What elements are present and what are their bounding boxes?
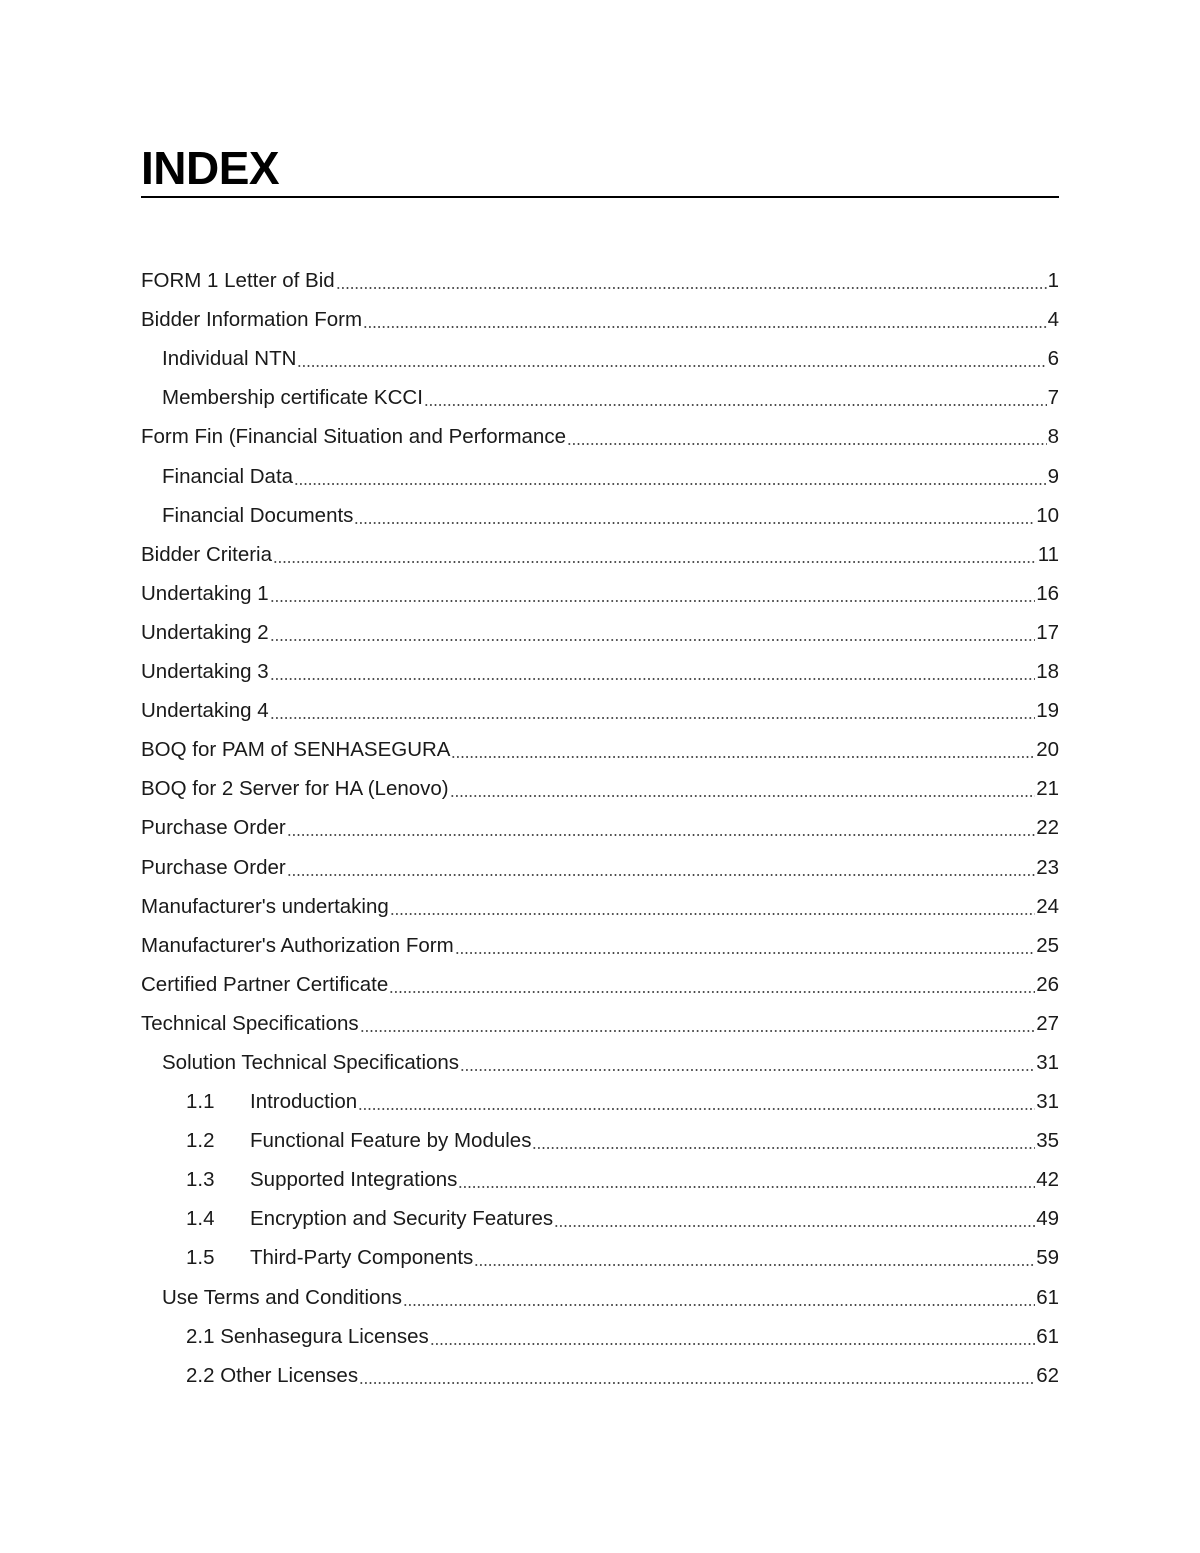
- toc-entry[interactable]: [141, 1043, 1059, 1082]
- toc-entry[interactable]: [141, 535, 1059, 574]
- dot-leader: [455, 926, 1036, 965]
- toc-entry-number: 1.1: [186, 1090, 215, 1114]
- toc-entry[interactable]: [141, 847, 1059, 886]
- toc-entry-page-number: 1: [1047, 269, 1059, 293]
- toc-entry-page-number: 62: [1036, 1363, 1059, 1387]
- toc-entry-page-number: 11: [1037, 542, 1059, 566]
- toc-entry-page-number: 20: [1036, 738, 1059, 762]
- table-of-contents: [141, 261, 1059, 1395]
- toc-entry-label: 2.2 Other Licenses: [186, 1363, 359, 1387]
- dot-leader: [287, 848, 1035, 887]
- dot-leader: [389, 965, 1035, 1004]
- toc-entry-page-number: 6: [1047, 347, 1059, 371]
- dot-leader: [359, 1356, 1035, 1395]
- dot-leader: [567, 417, 1047, 456]
- toc-entry-label: Undertaking 3: [141, 660, 269, 684]
- toc-entry-page-number: 26: [1036, 972, 1059, 996]
- dot-leader: [458, 1160, 1035, 1199]
- toc-entry-page-number: 31: [1036, 1090, 1059, 1114]
- dot-leader: [270, 613, 1036, 652]
- toc-entry-label: 2.1 Senhasegura Licenses: [186, 1324, 429, 1348]
- dot-leader: [363, 300, 1047, 339]
- toc-entry-page-number: 8: [1047, 425, 1059, 449]
- toc-entry-label: BOQ for 2 Server for HA (Lenovo): [141, 777, 449, 801]
- toc-entry-label: Bidder Criteria: [141, 542, 273, 566]
- toc-entry[interactable]: [141, 1004, 1059, 1043]
- toc-entry-label: Undertaking 1: [141, 581, 269, 605]
- dot-leader: [358, 1082, 1035, 1121]
- toc-entry[interactable]: [141, 378, 1059, 417]
- toc-entry[interactable]: [141, 965, 1059, 1004]
- toc-entry-label: Manufacturer's undertaking: [141, 894, 389, 918]
- dot-leader: [450, 769, 1036, 808]
- toc-entry-label: Encryption and Security Features: [250, 1207, 554, 1231]
- toc-entry-page-number: 61: [1036, 1324, 1059, 1348]
- toc-entry-label: Undertaking 4: [141, 699, 269, 723]
- toc-entry-number: 1.4: [186, 1207, 215, 1231]
- dot-leader: [297, 339, 1046, 378]
- toc-entry-page-number: 49: [1036, 1207, 1059, 1231]
- toc-entry-number: 1.3: [186, 1168, 215, 1192]
- toc-entry-label: Introduction: [250, 1090, 358, 1114]
- dot-leader: [554, 1199, 1035, 1238]
- toc-entry[interactable]: [141, 1356, 1059, 1395]
- title-underline: [141, 196, 1059, 198]
- toc-entry-page-number: 16: [1036, 581, 1059, 605]
- toc-entry-page-number: 59: [1036, 1246, 1059, 1270]
- toc-entry-page-number: 23: [1036, 855, 1059, 879]
- toc-entry-label: Financial Data: [162, 464, 294, 488]
- toc-entry-page-number: 19: [1036, 699, 1059, 723]
- dot-leader: [390, 887, 1035, 926]
- toc-entry-page-number: 17: [1036, 620, 1059, 644]
- dot-leader: [270, 652, 1036, 691]
- toc-entry-page-number: 35: [1036, 1129, 1059, 1153]
- dot-leader: [430, 1317, 1035, 1356]
- toc-entry-label: Supported Integrations: [250, 1168, 458, 1192]
- toc-entry-page-number: 10: [1036, 503, 1059, 527]
- toc-entry-label: Financial Documents: [162, 503, 354, 527]
- dot-leader: [460, 1043, 1035, 1082]
- dot-leader: [451, 730, 1035, 769]
- dot-leader: [287, 808, 1035, 847]
- toc-entry[interactable]: [141, 417, 1059, 456]
- toc-entry-page-number: 27: [1036, 1011, 1059, 1035]
- toc-entry-label: Third-Party Components: [250, 1246, 474, 1270]
- toc-entry[interactable]: [141, 574, 1059, 613]
- toc-entry-page-number: 22: [1036, 816, 1059, 840]
- dot-leader: [532, 1121, 1035, 1160]
- toc-entry[interactable]: [141, 769, 1059, 808]
- toc-entry-number: 1.5: [186, 1246, 215, 1270]
- toc-entry[interactable]: [141, 613, 1059, 652]
- toc-entry[interactable]: [141, 1199, 1059, 1238]
- toc-entry-page-number: 21: [1036, 777, 1059, 801]
- toc-entry-label: Individual NTN: [162, 347, 297, 371]
- dot-leader: [336, 261, 1047, 300]
- toc-entry[interactable]: [141, 261, 1059, 300]
- toc-entry-page-number: 42: [1036, 1168, 1059, 1192]
- toc-entry-label: Bidder Information Form: [141, 308, 363, 332]
- toc-entry-page-number: 4: [1047, 308, 1059, 332]
- dot-leader: [270, 691, 1036, 730]
- toc-entry-label: FORM 1 Letter of Bid: [141, 269, 335, 293]
- toc-entry-label: Technical Specifications: [141, 1011, 359, 1035]
- toc-entry-page-number: 31: [1036, 1050, 1059, 1074]
- toc-entry[interactable]: [141, 1082, 1059, 1121]
- toc-entry[interactable]: [141, 652, 1059, 691]
- page-title: INDEX: [141, 142, 280, 194]
- toc-entry-label: BOQ for PAM of SENHASEGURA: [141, 738, 451, 762]
- toc-entry-label: Certified Partner Certificate: [141, 972, 389, 996]
- toc-entry-label: Form Fin (Financial Situation and Performance: [141, 425, 566, 449]
- toc-entry[interactable]: [141, 1317, 1059, 1356]
- toc-entry[interactable]: [141, 496, 1059, 535]
- toc-entry[interactable]: [141, 1238, 1059, 1277]
- toc-entry-page-number: 9: [1047, 464, 1059, 488]
- toc-entry[interactable]: [141, 1277, 1059, 1316]
- dot-leader: [270, 574, 1036, 613]
- toc-entry[interactable]: [141, 300, 1059, 339]
- toc-entry-page-number: 61: [1036, 1285, 1059, 1309]
- toc-entry[interactable]: [141, 1121, 1059, 1160]
- dot-leader: [360, 1004, 1036, 1043]
- dot-leader: [403, 1278, 1035, 1317]
- toc-entry-page-number: 24: [1036, 894, 1059, 918]
- toc-entry-label: Functional Feature by Modules: [250, 1129, 532, 1153]
- toc-entry-label: Manufacturer's Authorization Form: [141, 933, 454, 957]
- dot-leader: [424, 378, 1047, 417]
- toc-entry-label: Purchase Order: [141, 855, 286, 879]
- toc-entry-page-number: 25: [1036, 933, 1059, 957]
- toc-entry-label: Solution Technical Specifications: [162, 1050, 460, 1074]
- toc-entry[interactable]: [141, 339, 1059, 378]
- toc-entry[interactable]: [141, 887, 1059, 926]
- toc-entry-label: Membership certificate KCCI: [162, 386, 423, 410]
- toc-entry[interactable]: [141, 1160, 1059, 1199]
- dot-leader: [273, 535, 1037, 574]
- toc-entry-label: Use Terms and Conditions: [162, 1285, 403, 1309]
- dot-leader: [474, 1238, 1035, 1277]
- toc-entry-label: Purchase Order: [141, 816, 286, 840]
- toc-entry[interactable]: [141, 730, 1059, 769]
- toc-entry-label: Undertaking 2: [141, 620, 269, 644]
- toc-entry[interactable]: [141, 691, 1059, 730]
- toc-entry-page-number: 18: [1036, 660, 1059, 684]
- toc-entry[interactable]: [141, 808, 1059, 847]
- dot-leader: [294, 457, 1047, 496]
- toc-entry[interactable]: [141, 456, 1059, 495]
- toc-entry-number: 1.2: [186, 1129, 215, 1153]
- toc-entry-page-number: 7: [1047, 386, 1059, 410]
- toc-entry[interactable]: [141, 926, 1059, 965]
- dot-leader: [354, 496, 1035, 535]
